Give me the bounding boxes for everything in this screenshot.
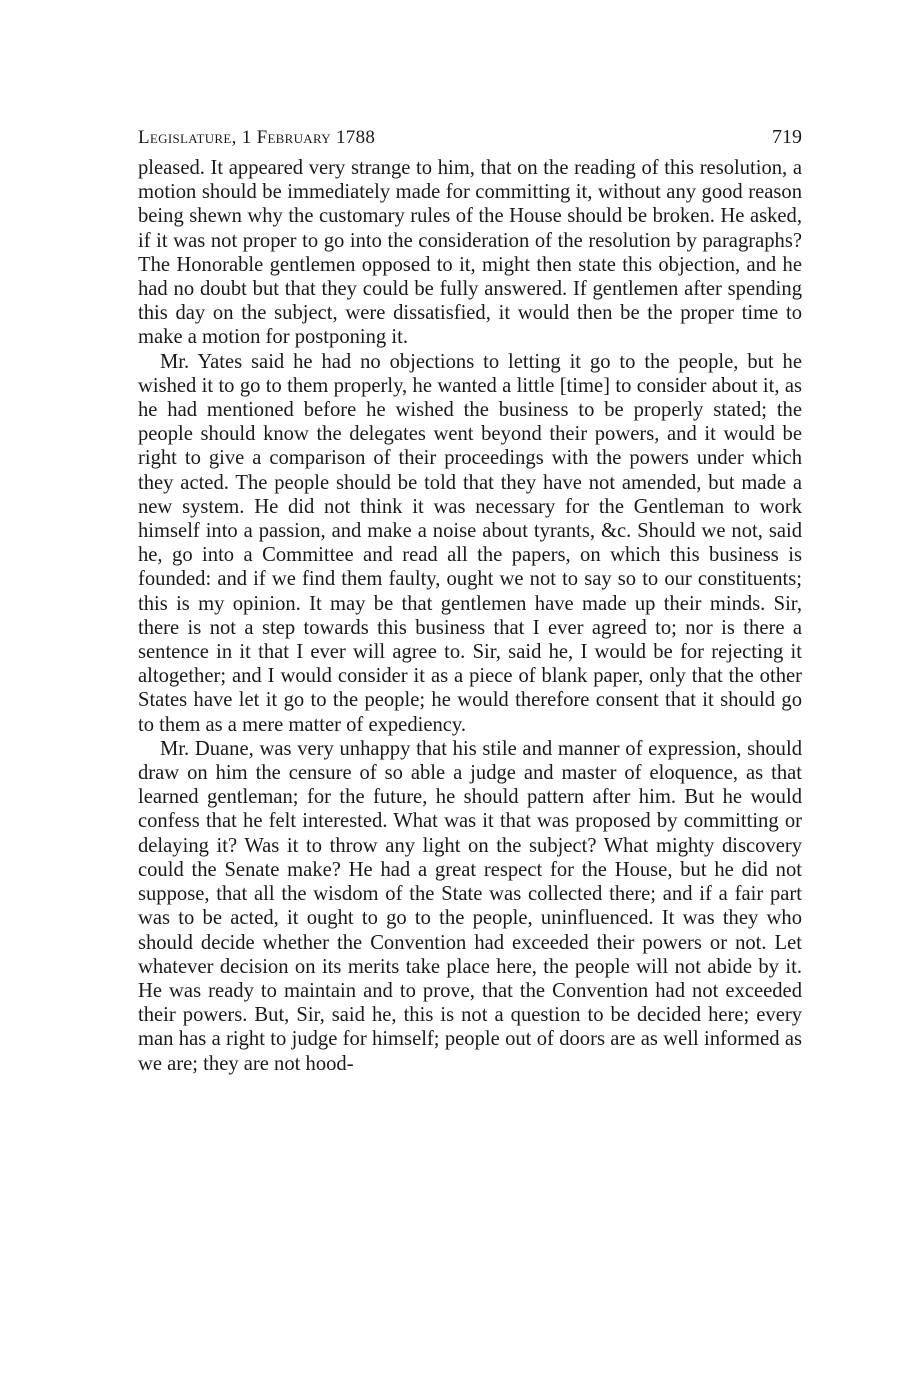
- paragraph-duane: Mr. Duane, was very unhappy that his stile and manner of expression, should draw on him the censure of so able a judge and master of eloquence, as that learned gentleman; for the future, he should pattern after him. But he would confess that he felt interested. What was it that was proposed by committing or delaying it? Was it to throw any light on the subject? What mighty discovery could the Senate make? He had a great respect for the House, but he did not suppose, that all the wisdom of the State was collected there; and if a fair part was to be acted, it ought to go to the people, uninfluenced. It was they who should decide whether the Convention had exceeded their powers or not. Let whatever decision on its merits take place here, the people will not abide by it. He was ready to maintain and to prove, that the Convention had not exceeded their powers. But, Sir, said he, this is not a question to be decided here; every man has a right to judge for himself; people out of doors are as well informed as we are; they are not hood-: [138, 737, 802, 1075]
- running-title: Legislature, 1 February 1788: [138, 127, 376, 148]
- running-header: [138, 118, 802, 156]
- paragraph-yates: Mr. Yates said he had no objections to letting it go to the people, but he wished it to go to them properly, he wanted a little [time] to consider about it, as he had mentioned before he wished the business to be properly stated; the people should know the delegates went beyond their powers, and it would be right to give a comparison of their proceedings with the powers under which they acted. The people should be told that they have not amended, but made a new system. He did not think it was necessary for the Gentleman to work himself into a passion, and make a noise about tyrants, &c. Should we not, said he, go into a Committee and read all the papers, on which this business is founded: and if we find them faulty, ought we not to say so to our constituents; this is my opinion. It may be that gentlemen have made up their minds. Sir, there is not a step towards this business that I ever agreed to; nor is there a sentence in it that I ever will agree to. Sir, said he, I would be for rejecting it altogether; and I would consider it as a piece of blank paper, only that the other States have let it go to the people; he would therefore consent that it should go to them as a mere matter of expediency.: [138, 350, 802, 736]
- page-number: 719: [772, 126, 802, 148]
- paragraph-continued: pleased. It appeared very strange to him, that on the reading of this resolution, a motion should be immediately made for committing it, without any good reason being shewn why the customary rules of the House should be broken. He asked, if it was not proper to go into the consideration of the resolution by paragraphs? The Honorable gentlemen opposed to it, might then state this objection, and he had no doubt but that they could be fully answered. If gentlemen after spending this day on the subject, were dissatisfied, it would then be the proper time to make a motion for postponing it.: [138, 157, 802, 349]
- body-text: [138, 156, 802, 1076]
- document-page: [138, 118, 802, 1076]
